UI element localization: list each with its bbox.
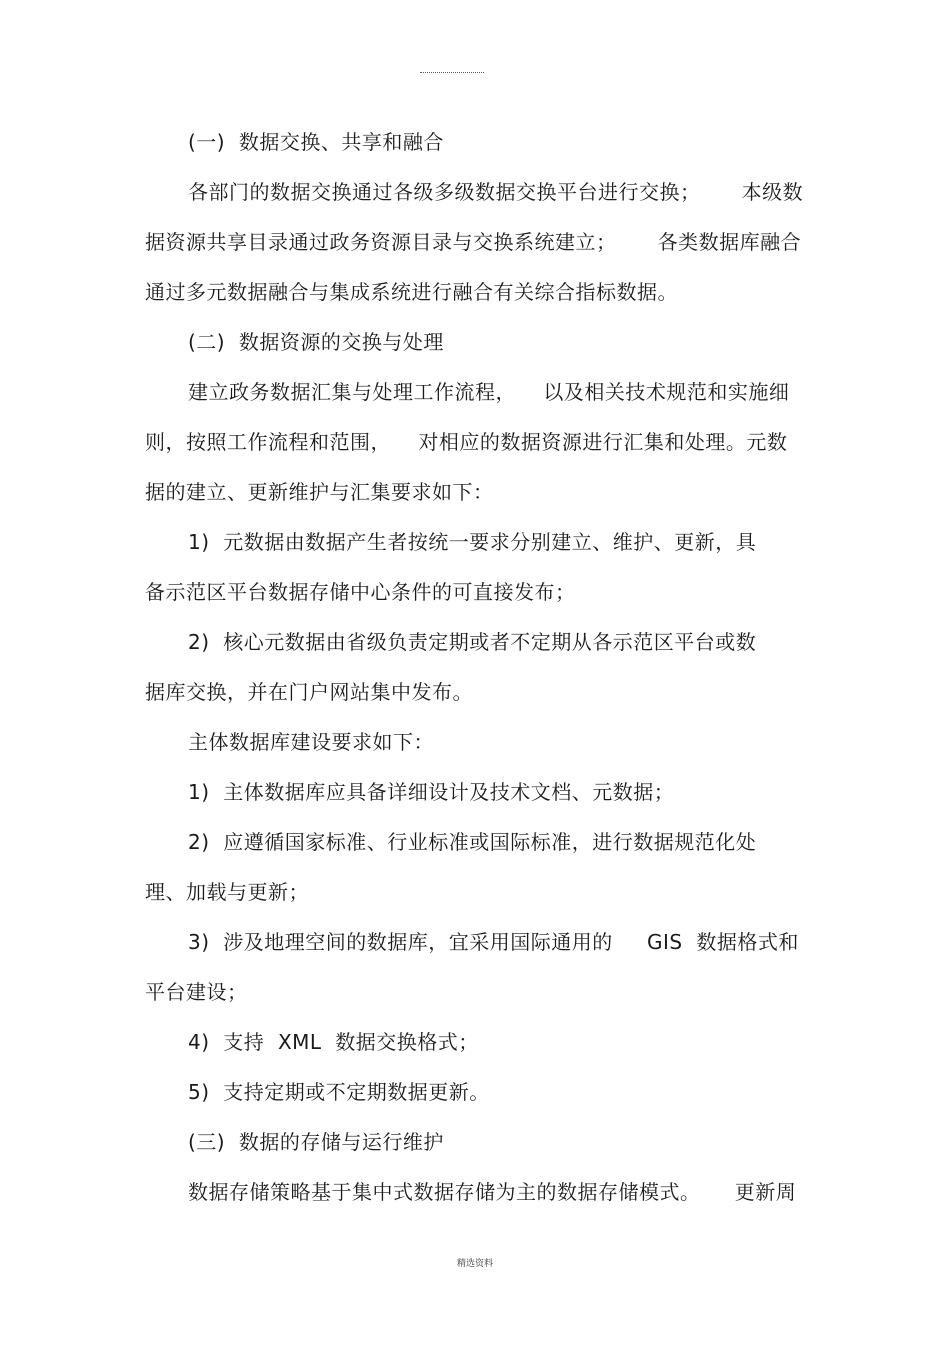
paragraph-line: 通过多元数据融合与集成系统进行融合有关综合指标数据。 [145,280,678,304]
list-item-continuation: 备示范区平台数据存储中心条件的可直接发布； [145,580,576,604]
list-item: 3) 涉及地理空间的数据库，宜采用国际通用的 GIS 数据格式和 [188,930,799,954]
list-item-continuation: 据库交换，并在门户网站集中发布。 [145,680,473,704]
header-rule [420,72,484,73]
heading-3: (三) 数据的存储与运行维护 [188,1130,444,1154]
list-item: 1) 元数据由数据产生者按统一要求分别建立、维护、更新，具 [188,530,757,554]
list-item: 2) 应遵循国家标准、行业标准或国际标准，进行数据规范化处 [188,830,757,854]
list-item-continuation: 平台建设； [145,980,248,1004]
page-footer: 精选资料 [456,1259,493,1269]
heading-2: (二) 数据资源的交换与处理 [188,330,444,354]
paragraph-line: 据资源共享目录通过政务资源目录与交换系统建立； 各类数据库融合 [145,230,802,254]
list-item: 1) 主体数据库应具备详细设计及技术文档、元数据； [188,780,675,804]
list-item: 4) 支持 XML 数据交换格式； [188,1030,479,1054]
paragraph-line: 建立政务数据汇集与处理工作流程， 以及相关技术规范和实施细 [188,380,790,404]
list-item: 5) 支持定期或不定期数据更新。 [188,1080,490,1104]
list-item-continuation: 理、加载与更新； [145,880,309,904]
list-item: 2) 核心元数据由省级负责定期或者不定期从各示范区平台或数 [188,630,757,654]
paragraph-line: 则，按照工作流程和范围， 对相应的数据资源进行汇集和处理。元数 [145,430,788,454]
paragraph-line: 数据存储策略基于集中式数据存储为主的数据存储模式。 更新周 [188,1180,797,1204]
paragraph-line: 各部门的数据交换通过各级多级数据交换平台进行交换； 本级数 [188,180,804,204]
heading-1: (一) 数据交换、共享和融合 [188,130,444,154]
paragraph-line: 主体数据库建设要求如下： [188,730,434,754]
paragraph-line: 据的建立、更新维护与汇集要求如下： [145,480,494,504]
